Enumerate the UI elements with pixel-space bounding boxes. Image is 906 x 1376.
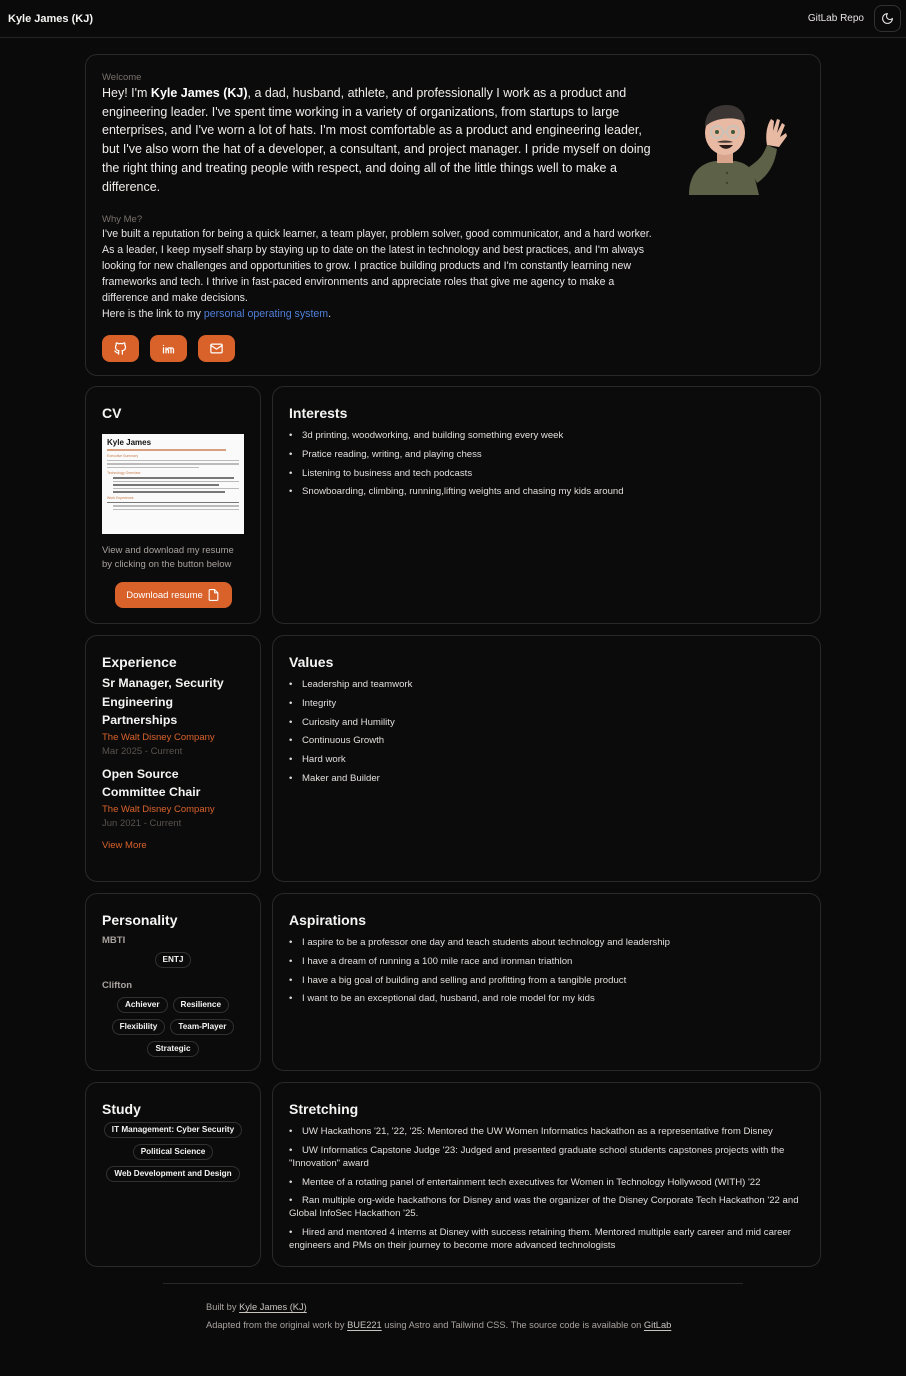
- study-chip: Web Development and Design: [106, 1166, 239, 1182]
- avatar: [687, 95, 787, 195]
- built-by-line: Built by Kyle James (KJ): [206, 1302, 307, 1312]
- clifton-chip: Achiever: [117, 997, 168, 1013]
- job-dates: Jun 2021 - Current: [102, 817, 182, 829]
- list-item: • Curiosity and Humility: [289, 716, 804, 729]
- list-item: • Hired and mentored 4 interns at Disney with success retaining them. Mentored multiple early career and mid career engineers and PMs on their journey to become more advanced technologists: [289, 1226, 804, 1252]
- interests-card: [272, 386, 821, 624]
- personality-title: Personality: [102, 912, 178, 928]
- experience-card: [85, 635, 261, 882]
- job-title: Open Source Committee Chair: [102, 766, 201, 799]
- footer: [163, 1283, 743, 1334]
- list-item: • Hard work: [289, 753, 804, 766]
- source-gitlab-link[interactable]: GitLab: [643, 1320, 672, 1330]
- study-chips: [96, 1122, 250, 1182]
- aspirations-title: Aspirations: [289, 912, 367, 928]
- personality-card: [85, 893, 261, 1071]
- original-author-link[interactable]: BUE221: [347, 1320, 382, 1330]
- intro-name: Kyle James (KJ): [150, 86, 248, 100]
- interests-title: Interests: [289, 405, 348, 421]
- list-item: • I want to be an exceptional dad, husband, and role model for my kids: [289, 992, 804, 1005]
- why-me-paragraph: I've built a reputation for being a quick learner, a team player, problem solver, good communicator, and a hard worker. As a leader, I keep myself sharp by staying up to date on the latest in technology and best practices, and I'm always looking for new challenges and opportunities to grow. I practice building products and I'm constantly learning new frameworks and tech. I thrive in fast-paced environments and appreciate roles that give me agency to make a difference and make decisions.: [102, 228, 652, 305]
- stretching-list: [289, 1125, 804, 1252]
- resume-preview-image[interactable]: Kyle James Executive Summary Technology Overview Work Experience: [102, 434, 244, 534]
- list-item: • Listening to business and tech podcasts: [289, 467, 804, 480]
- adapted-line: Adapted from the original work by BUE221 using Astro and Tailwind CSS. The source code is available on GitLab: [206, 1320, 672, 1330]
- github-icon: [113, 341, 128, 356]
- why-me-label: Why Me?: [102, 214, 143, 226]
- github-button[interactable]: [102, 335, 139, 362]
- aspirations-card: [272, 893, 821, 1071]
- view-more-link[interactable]: View More: [102, 839, 147, 851]
- aspirations-list: [289, 936, 804, 1005]
- download-resume-button[interactable]: Download resume: [115, 582, 232, 608]
- mbti-chip: ENTJ: [155, 952, 192, 968]
- list-item: • Snowboarding, climbing, running,lifting weights and chasing my kids around: [289, 485, 804, 498]
- moon-icon: [881, 12, 894, 25]
- study-chip: IT Management: Cyber Security: [104, 1122, 242, 1138]
- job-entry: [102, 765, 244, 829]
- study-card: [85, 1082, 261, 1267]
- top-nav: [0, 0, 906, 38]
- cv-description: View and download my resume by clicking on the button below: [102, 545, 234, 570]
- theme-toggle-button[interactable]: [874, 5, 901, 32]
- list-item: • UW Hackathons '21, '22, '25: Mentored the UW Women Informatics hackathon as a representative from Disney: [289, 1125, 804, 1138]
- list-item: • Integrity: [289, 697, 804, 710]
- pos-link-line: Here is the link to my personal operating system.: [102, 308, 332, 321]
- stretching-card: [272, 1082, 821, 1267]
- list-item: • I have a dream of running a 100 mile race and ironman triathlon: [289, 955, 804, 968]
- list-item: • Maker and Builder: [289, 772, 804, 785]
- clifton-chip: Team-Player: [170, 1019, 234, 1035]
- job-entry: [102, 674, 244, 757]
- built-by-link[interactable]: Kyle James (KJ): [239, 1302, 307, 1312]
- stretching-title: Stretching: [289, 1101, 359, 1117]
- clifton-label: Clifton: [102, 980, 133, 991]
- values-list: [289, 678, 804, 785]
- list-item: • I aspire to be a professor one day and teach students about technology and leadership: [289, 936, 804, 949]
- experience-title: Experience: [102, 654, 177, 670]
- list-item: • Pratice reading, writing, and playing chess: [289, 448, 804, 461]
- gitlab-repo-link[interactable]: GitLab Repo: [807, 13, 864, 24]
- values-title: Values: [289, 654, 334, 670]
- clifton-chips: [102, 997, 244, 1057]
- intro-paragraph: Hey! I'm Kyle James (KJ), a dad, husband, athlete, and professionally I work as a product and engineering leader. I've spent time working in a variety of organizations, from startups to large enterprises, and I've worn a lot of hats. I'm most comfortable as a product and engineering leader, but I've also worn the hat of a developer, a consultant, and project manager. I pride myself on doing the right thing and treating people with respect, and doing all of the little things well to make a difference.: [102, 86, 651, 194]
- list-item: • I have a big goal of building and selling and profitting from a tangible product: [289, 974, 804, 987]
- file-icon: [207, 588, 220, 602]
- list-item: • UW Informatics Capstone Judge '23: Judged and presented graduate school students capstones projects with the "Innovation" award: [289, 1144, 804, 1170]
- job-dates: Mar 2025 - Current: [102, 745, 183, 757]
- list-item: • Mentee of a rotating panel of entertainment tech executives for Women in Technology Hollywood (WITH) '22: [289, 1176, 804, 1189]
- clifton-chip: Strategic: [147, 1041, 198, 1057]
- mbti-chips: [102, 952, 244, 968]
- study-title: Study: [102, 1101, 141, 1117]
- linkedin-button[interactable]: [150, 335, 187, 362]
- linkedin-icon: [161, 341, 176, 356]
- top-nav-actions: [808, 5, 901, 32]
- interests-list: [289, 429, 804, 498]
- cv-card: [85, 386, 261, 624]
- mail-icon: [209, 341, 224, 356]
- welcome-label: Welcome: [102, 72, 142, 83]
- mbti-label: MBTI: [102, 935, 126, 946]
- list-item: • Continuous Growth: [289, 734, 804, 747]
- clifton-chip: Resilience: [173, 997, 230, 1013]
- social-links: [102, 335, 804, 362]
- cv-title: CV: [102, 405, 122, 421]
- list-item: • 3d printing, woodworking, and building something every week: [289, 429, 804, 442]
- site-title-link[interactable]: Kyle James (KJ): [8, 12, 93, 25]
- job-company: The Walt Disney Company: [102, 803, 215, 815]
- study-chip: Political Science: [133, 1144, 214, 1160]
- list-item: • Ran multiple org-wide hackathons for Disney and was the organizer of the Disney Corporate Tech Hackathon '22 and Global InfoSec Hackathon '25.: [289, 1194, 804, 1220]
- clifton-chip: Flexibility: [112, 1019, 166, 1035]
- list-item: • Leadership and teamwork: [289, 678, 804, 691]
- personal-operating-system-link[interactable]: personal operating system: [203, 308, 329, 321]
- values-card: [272, 635, 821, 882]
- email-button[interactable]: [198, 335, 235, 362]
- job-title: Sr Manager, Security Engineering Partnerships: [102, 676, 224, 727]
- job-company: The Walt Disney Company: [102, 731, 215, 743]
- intro-card: [85, 54, 821, 376]
